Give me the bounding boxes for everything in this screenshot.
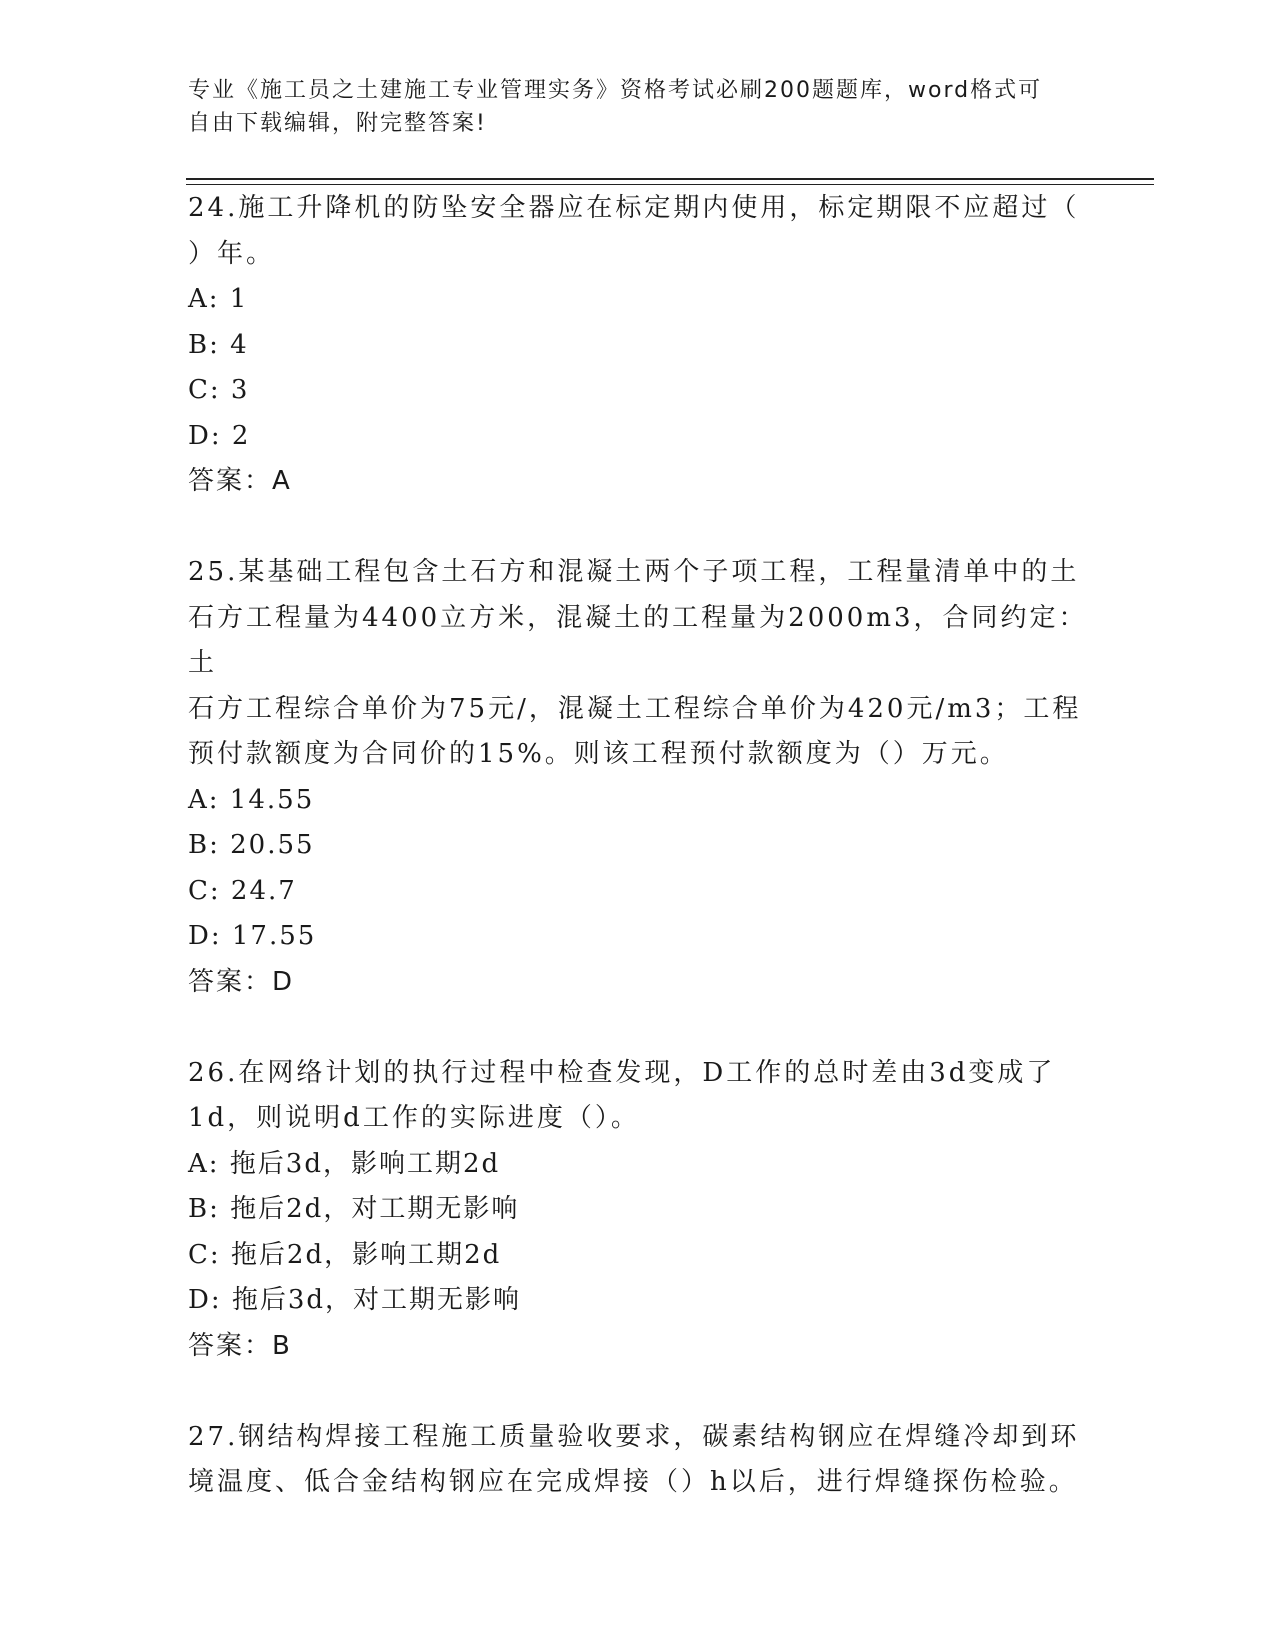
question-gap <box>188 505 1088 551</box>
question-24 <box>188 186 1088 505</box>
question-stem: 24.施工升降机的防坠安全器应在标定期内使用，标定期限不应超过（ ）年。 <box>188 193 1080 269</box>
option-b: B: 拖后2d，对工期无影响 <box>188 1194 520 1224</box>
question-26 <box>188 1051 1088 1370</box>
answer-line: 答案：D <box>188 966 295 997</box>
option-d: D: 拖后3d，对工期无影响 <box>188 1285 522 1315</box>
option-b: B: 20.55 <box>188 830 315 860</box>
question-gap <box>188 1369 1088 1415</box>
question-list <box>188 186 1088 1506</box>
question-stem: 27.钢结构焊接工程施工质量验收要求，碳素结构钢应在焊缝冷却到环 境温度、低合金结构钢应在完成焊接（）h以后，进行焊缝探伤检验。 <box>188 1421 1080 1497</box>
option-c: C: 24.7 <box>188 875 297 906</box>
option-d: D: 2 <box>188 420 251 451</box>
option-c: C: 3 <box>188 375 250 405</box>
question-stem: 25.某基础工程包含土石方和混凝土两个子项工程，工程量清单中的土 石方工程量为4400立方米，混凝土的工程量为2000m3，合同约定：土 石方工程综合单价为75元/，混凝土工程综合单价为420元/m3；工程 预付款额度为合同价的15%。则该工程预付款额度为（）万元。 <box>188 557 1088 769</box>
option-b: B: 4 <box>188 329 249 360</box>
question-27 <box>188 1415 1088 1506</box>
option-a: A: 1 <box>188 284 249 314</box>
answer-line: 答案：A <box>188 466 292 496</box>
option-d: D: 17.55 <box>188 921 317 951</box>
option-a: A: 14.55 <box>188 784 315 815</box>
document-header: 专业《施工员之土建施工专业管理实务》资格考试必刷200题题库，word格式可 自由下载编辑，附完整答案! <box>188 78 1043 136</box>
answer-line: 答案：B <box>188 1330 292 1361</box>
question-gap <box>188 1005 1088 1051</box>
question-stem: 26.在网络计划的执行过程中检查发现，D工作的总时差由3d变成了 1d，则说明d工作的实际进度（）。 <box>188 1057 1056 1133</box>
header-divider-thin <box>186 184 1154 185</box>
option-c: C: 拖后2d，影响工期2d <box>188 1239 502 1270</box>
question-25 <box>188 550 1088 1005</box>
header-divider-thick <box>186 178 1154 180</box>
option-a: A: 拖后3d，影响工期2d <box>188 1148 501 1179</box>
